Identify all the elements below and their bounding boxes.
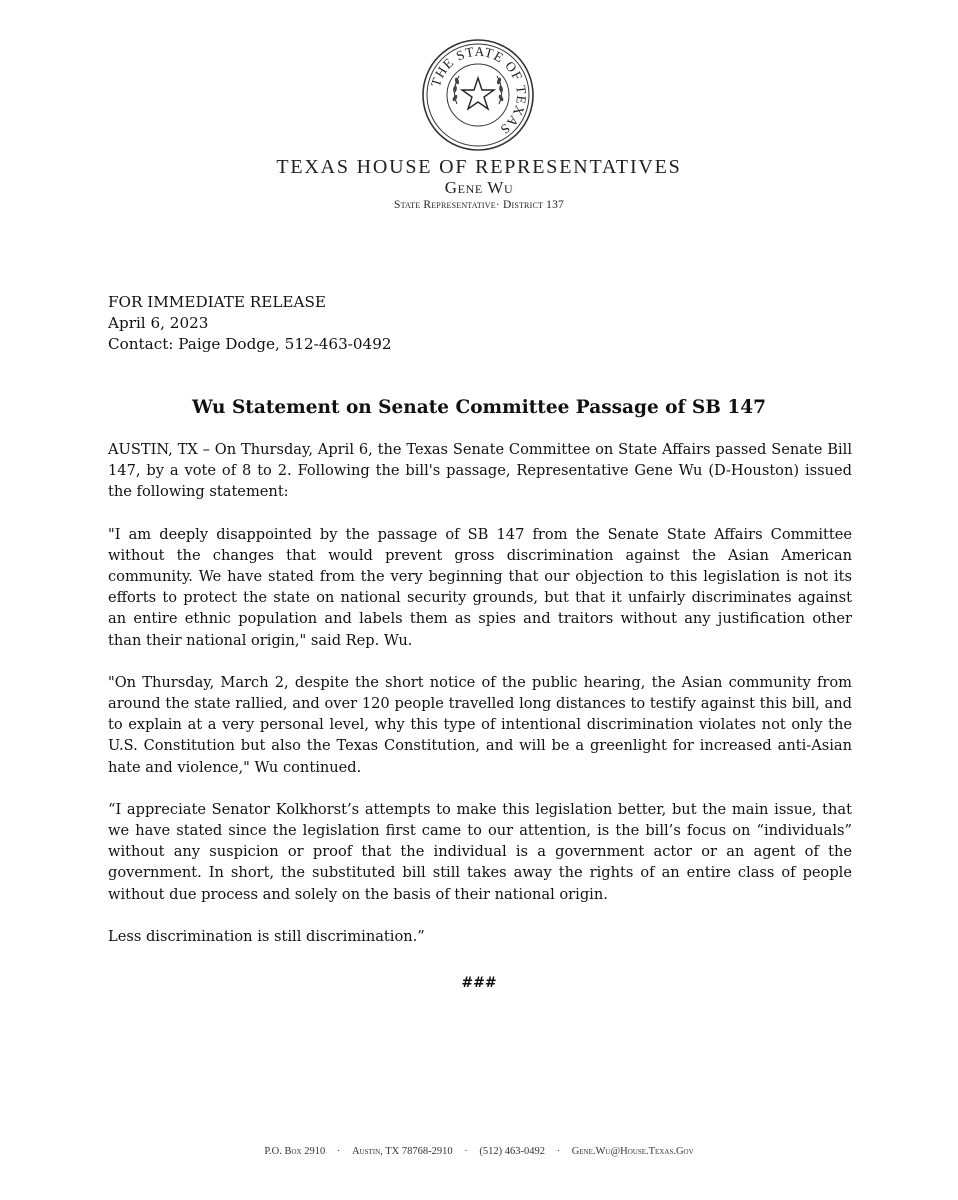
release-date: April 6, 2023 [108, 314, 209, 332]
paragraph-intro: AUSTIN, TX – On Thursday, April 6, the Texas Senate Committee on State Affairs passed Senate Bill 147, by a vote of 8 to 2. Following the bill's passage, Representative Gene Wu (D-Houston) issued the following statement: [108, 441, 852, 501]
letterhead-title: State Representative· District 137 [393, 199, 565, 211]
footer-contact [0, 1146, 958, 1157]
star-icon [462, 78, 494, 109]
paragraph-quote-1: "I am deeply disappointed by the passage of SB 147 from the Senate State Affairs Committee without the changes that would prevent gross discrimination against the Asian American community. We have stated from the very beginning that our objection to this legislation is not its efforts to protect the state on national security grounds, but that it unfairly discriminates against an entire ethnic population and labels them as spies and traitors without any justification other than their national origin," said Rep. Wu. [108, 525, 852, 649]
paragraph-closing: Less discrimination is still discrimination.” [108, 927, 425, 945]
release-info [108, 292, 392, 355]
footer-po-box: P.O. Box 2910 [264, 1146, 326, 1157]
footer-separator: · [556, 1146, 561, 1157]
state-seal [421, 38, 535, 152]
paragraph-quote-2: "On Thursday, March 2, despite the short notice of the public hearing, the Asian community from around the state rallied, and over 120 people travelled long distances to testify against this bill, and to explain at a very personal level, why this type of intentional discrimination violates not only the U.S. Constitution but also the Texas Constitution, and will be a greenlight for increased anti-Asian hate and violence," Wu continued. [108, 673, 852, 776]
letterhead-name: Gene Wu [444, 178, 514, 197]
footer-separator: · [336, 1146, 341, 1157]
footer-phone: (512) 463-0492 [479, 1146, 545, 1157]
letterhead-organization: TEXAS HOUSE OF REPRESENTATIVES [276, 156, 682, 178]
release-contact: Contact: Paige Dodge, 512-463-0492 [108, 335, 392, 353]
footer-email[interactable]: Gene.Wu@House.Texas.Gov [571, 1146, 694, 1157]
release-label: FOR IMMEDIATE RELEASE [108, 293, 326, 311]
statement-body [108, 439, 852, 968]
end-mark: ### [461, 975, 497, 991]
footer-city: Austin, TX 78768-2910 [351, 1146, 453, 1157]
footer-separator: · [464, 1146, 468, 1157]
svg-text:THE STATE OF TEXAS [428, 44, 529, 138]
paragraph-quote-3: “I appreciate Senator Kolkhorst’s attempts to make this legislation better, but the main issue, that we have stated since the legislation first came to our attention, is the bill’s focus on “individuals” without any suspicion or proof that the individual is a government actor or an agent of the government. In short, the substituted bill still takes away the rights of an entire class of people without due process and solely on the basis of their national origin. [108, 800, 852, 903]
seal-text: THE STATE OF TEXAS [427, 43, 530, 138]
headline: Wu Statement on Senate Committee Passage of SB 147 [192, 397, 766, 418]
